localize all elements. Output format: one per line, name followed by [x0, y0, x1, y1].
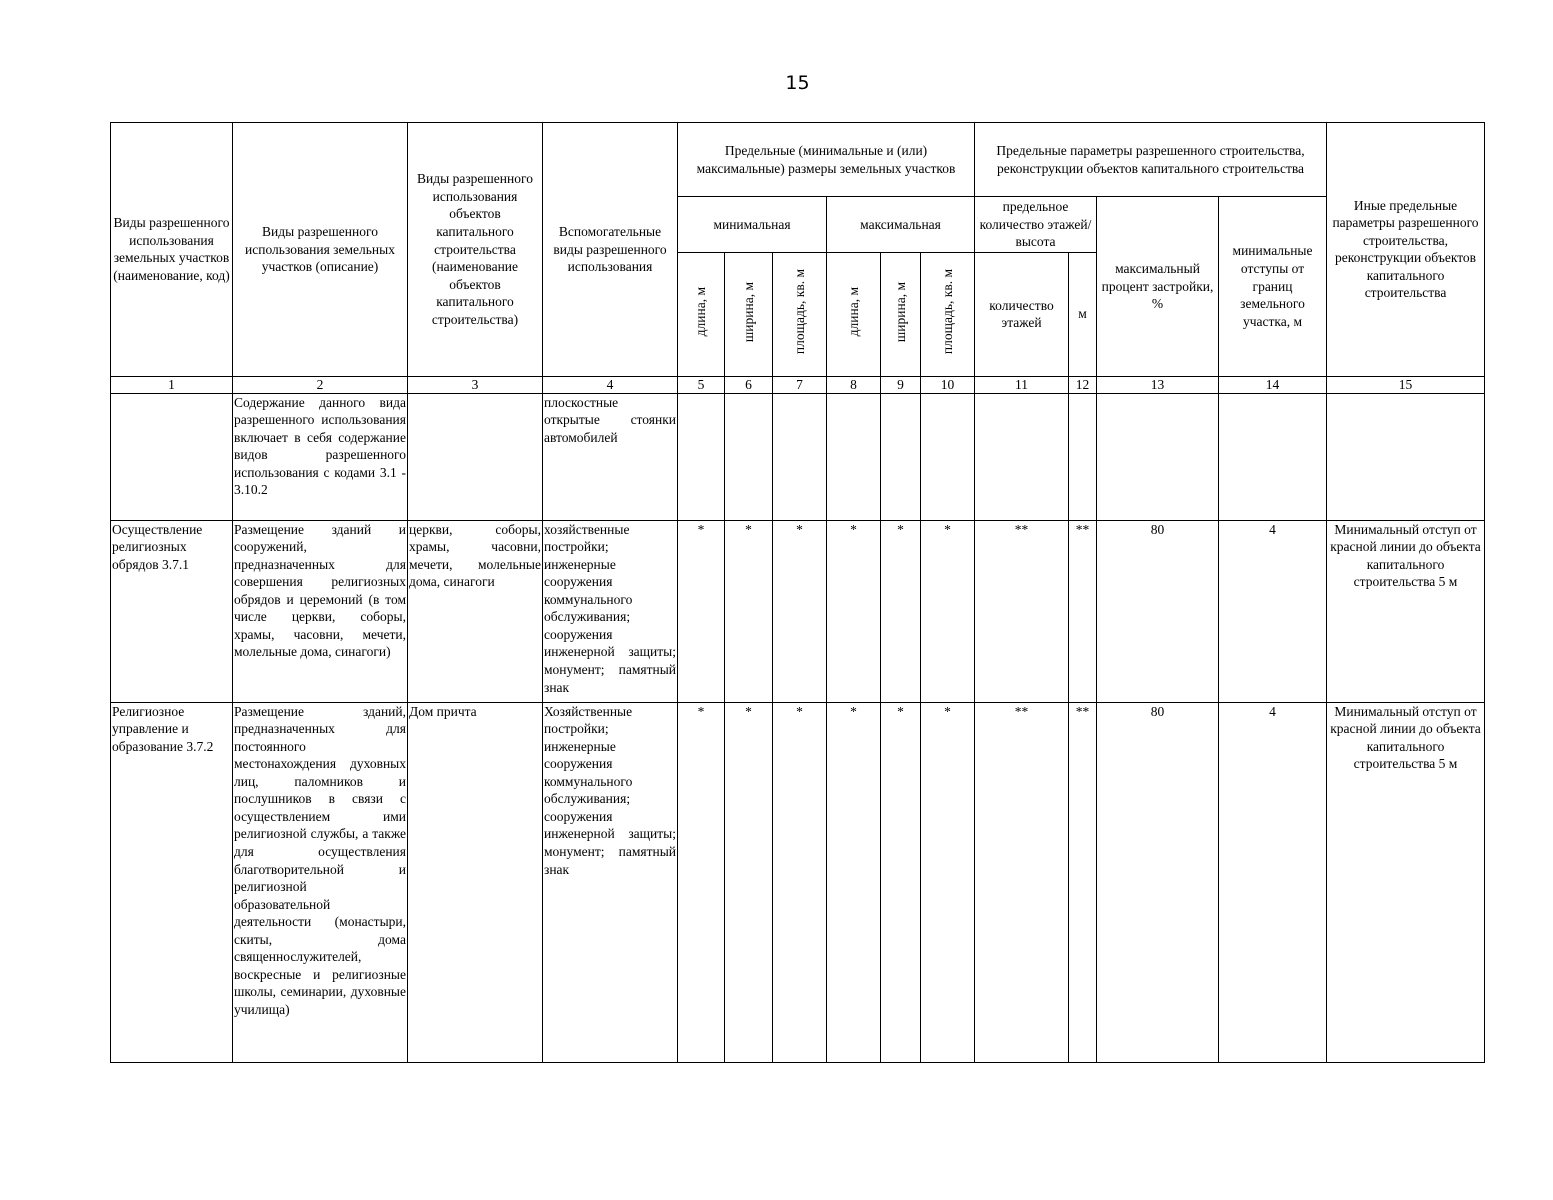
column-number: 4	[543, 376, 678, 393]
header-min-area: площадь, кв. м	[773, 252, 827, 376]
header-max-area: площадь, кв. м	[921, 252, 975, 376]
cell-max-build-percent: 80	[1097, 520, 1219, 702]
cell-floors-count: **	[975, 702, 1069, 1062]
cell-description: Содержание данного вида разрешенного использования включает в себя содержание видов разрешенного использования с кодами 3.1 - 3.10.2	[233, 393, 408, 520]
column-number: 7	[773, 376, 827, 393]
header-capital-construction-use: Виды разрешенного использования объектов капитального строительства (наименование объектов капитального строительства)	[408, 123, 543, 377]
cell-min-area	[773, 393, 827, 520]
cell-max-build-percent	[1097, 393, 1219, 520]
column-number: 12	[1069, 376, 1097, 393]
column-number: 8	[827, 376, 881, 393]
cell-min-length: *	[678, 702, 725, 1062]
cell-max-width	[881, 393, 921, 520]
header-max-length: длина, м	[827, 252, 881, 376]
cell-max-length: *	[827, 702, 881, 1062]
column-number: 13	[1097, 376, 1219, 393]
cell-min-setbacks	[1219, 393, 1327, 520]
regulations-table	[110, 122, 1485, 1063]
cell-height-m	[1069, 393, 1097, 520]
cell-max-area: *	[921, 520, 975, 702]
header-min-setbacks: минимальные отступы от границ земельного участка, м	[1219, 197, 1327, 377]
cell-min-setbacks: 4	[1219, 702, 1327, 1062]
header-plot-size-limits: Предельные (минимальные и (или) максимальные) размеры земельных участков	[678, 123, 975, 197]
header-auxiliary-use: Вспомогательные виды разрешенного использования	[543, 123, 678, 377]
cell-min-length: *	[678, 520, 725, 702]
cell-land-use-name: Религиозное управление и образование 3.7.2	[111, 702, 233, 1062]
column-number: 2	[233, 376, 408, 393]
header-land-use-description: Виды разрешенного использования земельных участков (описание)	[233, 123, 408, 377]
column-number: 1	[111, 376, 233, 393]
cell-capital-objects	[408, 393, 543, 520]
header-land-use-name: Виды разрешенного использования земельных участков (наименование, код)	[111, 123, 233, 377]
cell-max-width: *	[881, 520, 921, 702]
cell-max-length	[827, 393, 881, 520]
column-number: 10	[921, 376, 975, 393]
cell-other-params	[1327, 393, 1485, 520]
header-floors-height: предельное количество этажей/высота	[975, 197, 1097, 253]
cell-min-area: *	[773, 702, 827, 1062]
cell-floors-count	[975, 393, 1069, 520]
page-number: 15	[785, 72, 810, 94]
column-number: 11	[975, 376, 1069, 393]
column-number: 9	[881, 376, 921, 393]
cell-description: Размещение зданий, предназначенных для постоянного местонахождения духовных лиц, паломников и послушников в связи с осуществлением ими религиозной службы, а также для осуществления благотворительной и религиозной образовательной деятельности (монастыри, скиты, дома священнослужителей, воскресные и религиозные школы, семинарии, духовные училища)	[233, 702, 408, 1062]
table-row	[111, 393, 1485, 520]
cell-min-length	[678, 393, 725, 520]
cell-height-m: **	[1069, 702, 1097, 1062]
cell-max-width: *	[881, 702, 921, 1062]
header-maximum: максимальная	[827, 197, 975, 253]
cell-land-use-name: Осуществление религиозных обрядов 3.7.1	[111, 520, 233, 702]
header-floors-count: количество этажей	[975, 252, 1069, 376]
cell-description: Размещение зданий и сооружений, предназначенных для совершения религиозных обрядов и церемоний (в том числе церкви, соборы, храмы, часовни, мечети, молельные дома, синагоги)	[233, 520, 408, 702]
cell-floors-count: **	[975, 520, 1069, 702]
cell-height-m: **	[1069, 520, 1097, 702]
cell-capital-objects: Дом причта	[408, 702, 543, 1062]
column-numbers-row	[111, 376, 1485, 393]
cell-min-setbacks: 4	[1219, 520, 1327, 702]
column-number: 6	[725, 376, 773, 393]
cell-land-use-name	[111, 393, 233, 520]
cell-other-params: Минимальный отступ от красной линии до объекта капитального строительства 5 м	[1327, 702, 1485, 1062]
header-other-params: Иные предельные параметры разрешенного строительства, реконструкции объектов капитального строительства	[1327, 123, 1485, 377]
header-max-width: ширина, м	[881, 252, 921, 376]
table-row	[111, 520, 1485, 702]
cell-auxiliary-use: плоскостные открытые стоянки автомобилей	[543, 393, 678, 520]
column-number: 5	[678, 376, 725, 393]
header-height-meters: м	[1069, 252, 1097, 376]
cell-min-width: *	[725, 520, 773, 702]
cell-max-length: *	[827, 520, 881, 702]
table-row	[111, 702, 1485, 1062]
cell-min-area: *	[773, 520, 827, 702]
column-number: 14	[1219, 376, 1327, 393]
cell-min-width	[725, 393, 773, 520]
header-min-length: длина, м	[678, 252, 725, 376]
cell-capital-objects: церкви, соборы, храмы, часовни, мечети, молельные дома, синагоги	[408, 520, 543, 702]
header-minimum: минимальная	[678, 197, 827, 253]
cell-auxiliary-use: Хозяйственные постройки; инженерные сооружения коммунального обслуживания; сооружения инженерной защиты; монумент; памятный знак	[543, 702, 678, 1062]
cell-max-area	[921, 393, 975, 520]
cell-auxiliary-use: хозяйственные постройки; инженерные сооружения коммунального обслуживания; сооружения инженерной защиты; монумент; памятный знак	[543, 520, 678, 702]
header-min-width: ширина, м	[725, 252, 773, 376]
header-construction-limits: Предельные параметры разрешенного строительства, реконструкции объектов капитального строительства	[975, 123, 1327, 197]
cell-max-build-percent: 80	[1097, 702, 1219, 1062]
header-max-build-percent: максимальный процент застройки, %	[1097, 197, 1219, 377]
column-number: 15	[1327, 376, 1485, 393]
cell-min-width: *	[725, 702, 773, 1062]
cell-max-area: *	[921, 702, 975, 1062]
column-number: 3	[408, 376, 543, 393]
cell-other-params: Минимальный отступ от красной линии до объекта капитального строительства 5 м	[1327, 520, 1485, 702]
